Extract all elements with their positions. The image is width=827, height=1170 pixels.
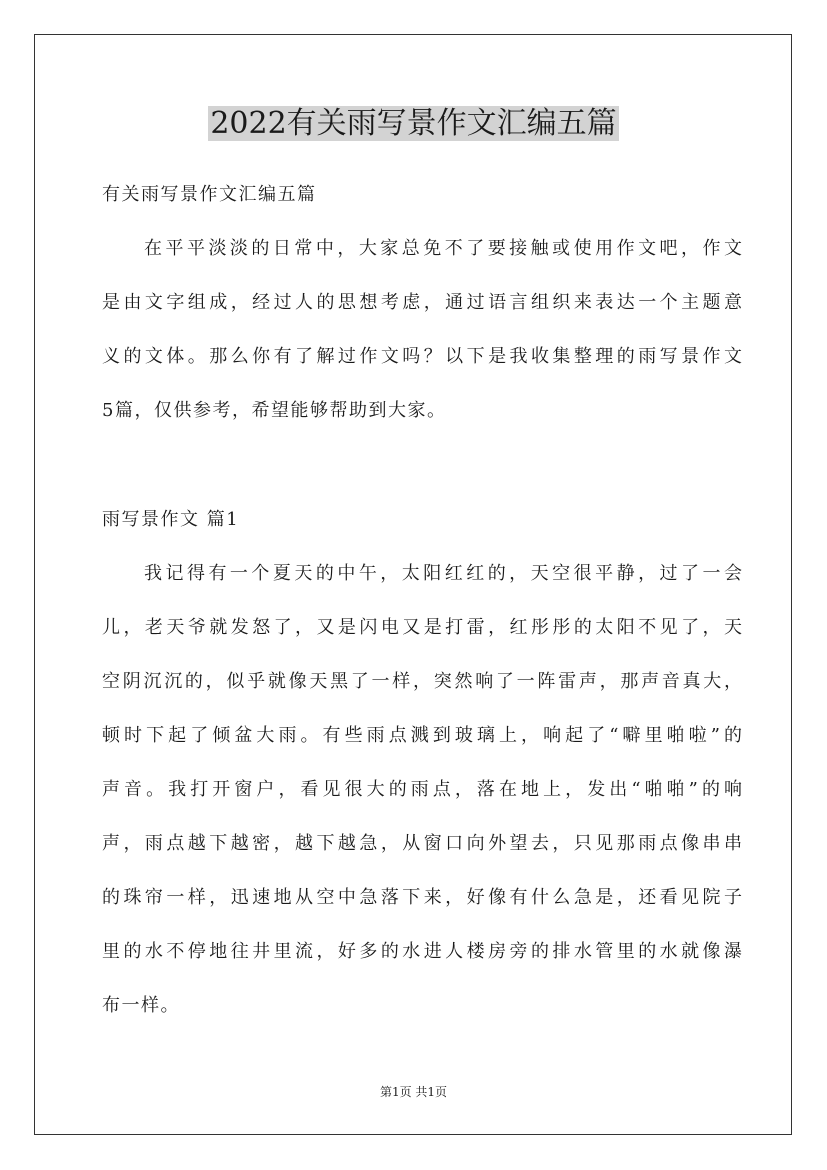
- intro-line: 义的文体。那么你有了解过作文吗？以下是我收集整理的雨写景作文: [102, 346, 742, 367]
- page-footer: 第1页 共1页: [379, 1085, 448, 1099]
- document-title-text: 2022有关雨写景作文汇编五篇: [210, 106, 617, 141]
- section-line: 我记得有一个夏天的中午，太阳红红的，天空很平静，过了一会: [144, 563, 742, 584]
- section-line: 声，雨点越下越密，越下越急，从窗口向外望去，只见那雨点像串串: [102, 833, 742, 854]
- section-line: 空阴沉沉的，似乎就像天黑了一样，突然响了一阵雷声，那声音真大，: [102, 671, 742, 692]
- intro-line: 5篇，仅供参考，希望能够帮助到大家。: [102, 400, 447, 421]
- section-line: 布一样。: [102, 995, 180, 1016]
- intro-line: 在平平淡淡的日常中，大家总免不了要接触或使用作文吧，作文: [144, 238, 742, 259]
- section-line: 声音。我打开窗户，看见很大的雨点，落在地上，发出“啪啪”的响: [102, 779, 742, 800]
- intro-line: 是由文字组成，经过人的思想考虑，通过语言组织来表达一个主题意: [102, 292, 742, 313]
- document-title: [0, 104, 827, 144]
- document-subtitle: 有关雨写景作文汇编五篇: [102, 184, 317, 205]
- section-line: 的珠帘一样，迅速地从空中急落下来，好像有什么急是，还看见院子: [102, 887, 742, 908]
- section-line: 儿，老天爷就发怒了，又是闪电又是打雷，红彤彤的太阳不见了，天: [102, 617, 742, 638]
- section-line: 里的水不停地往井里流，好多的水进人楼房旁的排水管里的水就像瀑: [102, 941, 742, 962]
- section-heading: 雨写景作文 篇1: [102, 509, 240, 530]
- section-line: 顿时下起了倾盆大雨。有些雨点溅到玻璃上，响起了“噼里啪啦”的: [102, 725, 742, 746]
